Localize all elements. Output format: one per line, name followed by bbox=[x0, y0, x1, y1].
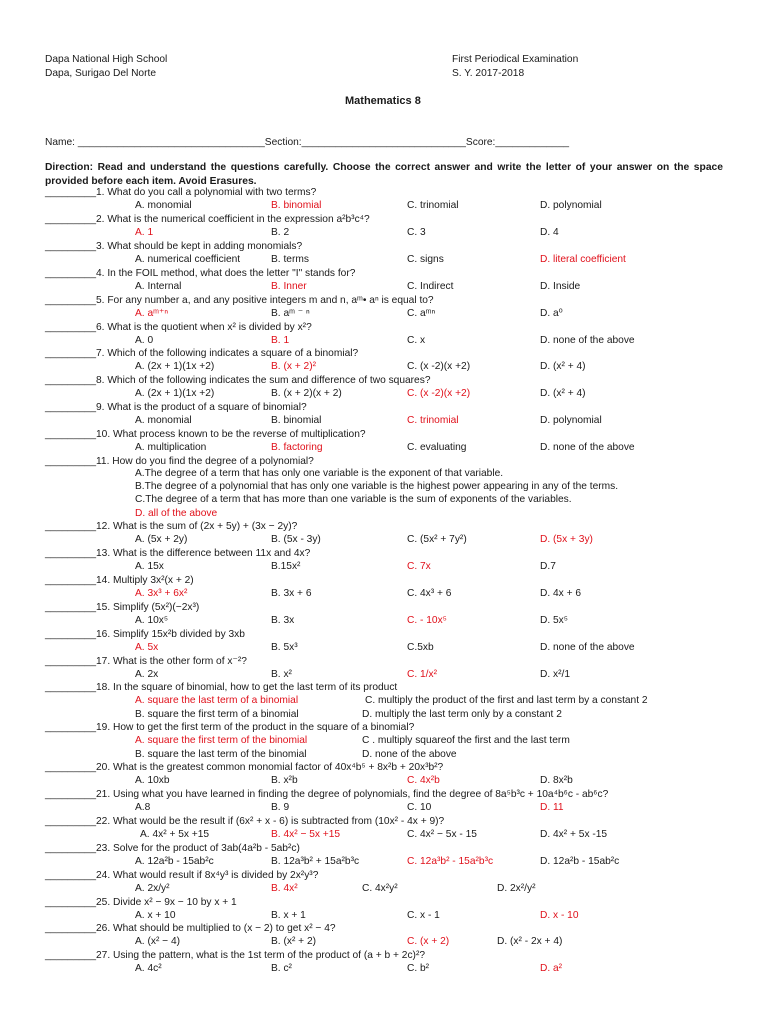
exam-title: First Periodical Examination bbox=[452, 54, 579, 65]
q7-option-d: D. (x² + 4) bbox=[540, 361, 586, 373]
q27-option-d: D. a² bbox=[540, 963, 563, 975]
q24-option-d: D. 2x²/y² bbox=[497, 882, 536, 894]
q22-option-c: C. 4x² − 5x - 15 bbox=[407, 828, 477, 840]
q1-option-c: C. trinomial bbox=[407, 200, 459, 211]
question-11: _________11. How do you find the degree of a polynomial? bbox=[45, 456, 314, 467]
q7-option-a: A. (2x + 1)(1x +2) bbox=[135, 361, 215, 373]
q4-option-d: D. Inside bbox=[540, 280, 581, 292]
q17-option-a: A. 2x bbox=[135, 668, 159, 680]
q6-option-d: D. none of the above bbox=[540, 334, 635, 346]
q12-option-d: D. (5x + 3y) bbox=[540, 534, 593, 545]
q13-option-b: B.15x² bbox=[271, 560, 301, 572]
question-12: _________12. What is the sum of (2x + 5y) + (3x − 2y)? bbox=[45, 521, 298, 532]
q10-option-a: A. multiplication bbox=[135, 442, 207, 454]
q20-option-d: D. 8x²b bbox=[540, 775, 573, 786]
q21-option-a: A.8 bbox=[135, 801, 151, 813]
question-16: _________16. Simplify 15x²b divided by 3xb bbox=[45, 628, 245, 640]
q20-option-b: B. x²b bbox=[271, 775, 298, 786]
q11-option-d: D. all of the above bbox=[135, 508, 218, 519]
q12-option-a: A. (5x + 2y) bbox=[135, 534, 188, 545]
q11-option-b: B.The degree of a polynomial that has only one variable is the highest power appearing in any of the terms. bbox=[135, 481, 619, 492]
question-25: _________25. Divide x² − 9x − 10 by x + 1 bbox=[45, 896, 237, 908]
q6-option-c: C. x bbox=[407, 334, 426, 346]
subject-title: Mathematics 8 bbox=[345, 95, 421, 107]
question-26: _________26. What should be multiplied to (x − 2) to get x² − 4? bbox=[45, 923, 336, 935]
q9-option-a: A. monomial bbox=[135, 415, 192, 427]
q12-option-c: C. (5x² + 7y²) bbox=[407, 534, 467, 545]
q3-option-d: D. literal coefficient bbox=[540, 253, 626, 265]
q16-option-b: B. 5x³ bbox=[271, 641, 298, 653]
school-location: Dapa, Surigao Del Norte bbox=[45, 68, 156, 79]
q4-option-b: B. Inner bbox=[271, 280, 307, 292]
question-10: _________10. What process known to be the reverse of multiplication? bbox=[45, 429, 366, 441]
q25-option-b: B. x + 1 bbox=[271, 909, 306, 921]
q5-option-d: D. a⁰ bbox=[540, 307, 563, 319]
q6-option-a: A. 0 bbox=[135, 334, 154, 346]
question-1: _________1. What do you call a polynomial with two terms? bbox=[45, 187, 317, 198]
q16-option-c: C.5xb bbox=[407, 641, 434, 653]
q8-option-d: D. (x² + 4) bbox=[540, 388, 586, 400]
q2-option-b: B. 2 bbox=[271, 226, 290, 238]
q15-option-d: D. 5x⁵ bbox=[540, 614, 569, 626]
q3-option-a: A. numerical coefficient bbox=[135, 253, 241, 265]
question-9: _________9. What is the product of a square of binomial? bbox=[45, 402, 307, 414]
q5-option-b: B. aᵐ ⁻ ⁿ bbox=[271, 307, 310, 319]
q24-option-c: C. 4x²y² bbox=[362, 882, 398, 894]
q23-option-a: A. 12a²b - 15ab²c bbox=[135, 855, 214, 867]
directions: Direction: Read and understand the questions carefully. Choose the correct answer and write the letter of your answer on the space provided before each item. Avoid Erasures. bbox=[45, 162, 723, 187]
q25-option-c: C. x - 1 bbox=[407, 909, 440, 921]
q13-option-d: D.7 bbox=[540, 560, 556, 572]
q8-option-c: C. (x -2)(x +2) bbox=[407, 388, 471, 400]
q24-option-b: B. 4x² bbox=[271, 882, 298, 894]
q11-option-a: A.The degree of a term that has only one variable is the exponent of that variable. bbox=[135, 468, 504, 479]
q5-option-a: A. aᵐ⁺ⁿ bbox=[135, 307, 169, 319]
name-section-score-line: Name: _________________________________Section:_____________________________Score:_____________ bbox=[45, 137, 570, 148]
question-15: _________15. Simplify (5x²)(−2x³) bbox=[45, 601, 200, 613]
q18-option-d: D. multiply the last term only by a constant 2 bbox=[362, 709, 562, 720]
q17-option-d: D. x²/1 bbox=[540, 668, 571, 680]
q14-option-b: B. 3x + 6 bbox=[271, 587, 312, 599]
q19-option-c: C . multiply squareof the first and the last term bbox=[362, 735, 570, 746]
q6-option-b: B. 1 bbox=[271, 334, 290, 346]
q15-option-a: A. 10x⁵ bbox=[135, 614, 169, 626]
q21-option-d: D. 11 bbox=[540, 801, 564, 813]
q20-option-a: A. 10xb bbox=[135, 775, 170, 786]
question-7: _________7. Which of the following indicates a square of a binomial? bbox=[45, 348, 359, 360]
question-18: _________18. In the square of binomial, how to get the last term of its product bbox=[45, 682, 398, 693]
q22-option-b: B. 4x² − 5x +15 bbox=[271, 828, 341, 840]
question-23: _________23. Solve for the product of 3ab(4a²b - 5ab²c) bbox=[45, 842, 300, 854]
q21-option-b: B. 9 bbox=[271, 801, 290, 813]
q14-option-c: C. 4x³ + 6 bbox=[407, 587, 452, 599]
q18-option-b: B. square the first term of a binomial bbox=[135, 709, 299, 720]
q2-option-d: D. 4 bbox=[540, 226, 559, 238]
q3-option-b: B. terms bbox=[271, 253, 309, 265]
question-14: _________14. Multiply 3x²(x + 2) bbox=[45, 574, 194, 586]
q11-option-c: C.The degree of a term that has more than one variable is the sum of exponents of the variables. bbox=[135, 494, 572, 505]
q26-option-d: D. (x² - 2x + 4) bbox=[497, 936, 563, 948]
q19-option-b: B. square the last term of the binomial bbox=[135, 749, 307, 760]
q14-option-d: D. 4x + 6 bbox=[540, 587, 582, 599]
school-name: Dapa National High School bbox=[45, 54, 168, 65]
q18-option-a: A. square the last term of a binomial bbox=[135, 695, 299, 706]
question-8: _________8. Which of the following indicates the sum and difference of two squares? bbox=[45, 375, 431, 387]
q26-option-a: A. (x² − 4) bbox=[135, 936, 181, 948]
q26-option-b: B. (x² + 2) bbox=[271, 936, 317, 948]
q19-option-a: A. square the first term of the binomial bbox=[135, 735, 308, 746]
question-22: _________22. What would be the result if (6x² + x - 6) is subtracted from (10x² - 4x + 9)? bbox=[45, 815, 445, 827]
q4-option-a: A. Internal bbox=[135, 280, 182, 292]
q9-option-b: B. binomial bbox=[271, 415, 322, 427]
q22-option-a: A. 4x² + 5x +15 bbox=[140, 828, 210, 840]
q18-option-c: C. multiply the product of the first and last term by a constant 2 bbox=[365, 695, 648, 706]
q9-option-d: D. polynomial bbox=[540, 415, 602, 427]
q20-option-c: C. 4x²b bbox=[407, 775, 440, 786]
question-4: _________4. In the FOIL method, what does the letter "I" stands for? bbox=[45, 267, 356, 279]
q1-option-d: D. polynomial bbox=[540, 200, 602, 211]
question-6: _________6. What is the quotient when x² is divided by x²? bbox=[45, 321, 312, 333]
q15-option-c: C. - 10x⁵ bbox=[407, 614, 447, 626]
q13-option-c: C. 7x bbox=[407, 560, 431, 572]
q10-option-b: B. factoring bbox=[271, 442, 323, 454]
q14-option-a: A. 3x³ + 6x² bbox=[135, 587, 188, 599]
q24-option-a: A. 2x/y² bbox=[135, 882, 170, 894]
q7-option-b: B. (x + 2)² bbox=[271, 361, 317, 373]
q27-option-a: A. 4c² bbox=[135, 963, 162, 975]
q8-option-b: B. (x + 2)(x + 2) bbox=[271, 388, 342, 400]
q9-option-c: C. trinomial bbox=[407, 415, 459, 427]
question-5: _________5. For any number a, and any positive integers m and n, aᵐ• aⁿ is equal to? bbox=[45, 294, 434, 306]
q25-option-d: D. x - 10 bbox=[540, 909, 579, 921]
q26-option-c: C. (x + 2) bbox=[407, 936, 450, 948]
q23-option-d: D. 12a²b - 15ab²c bbox=[540, 855, 620, 867]
school-year: S. Y. 2017-2018 bbox=[452, 68, 525, 79]
question-2: _________2. What is the numerical coefficient in the expression a²b³c⁴? bbox=[45, 213, 370, 225]
q27-option-b: B. c² bbox=[271, 963, 292, 975]
q2-option-c: C. 3 bbox=[407, 226, 426, 238]
q27-option-c: C. b² bbox=[407, 963, 430, 975]
q8-option-a: A. (2x + 1)(1x +2) bbox=[135, 388, 215, 400]
question-27: _________27. Using the pattern, what is the 1st term of the product of (a + b + 2c)²? bbox=[45, 950, 425, 962]
q2-option-a: A. 1 bbox=[135, 226, 154, 238]
q5-option-c: C. aᵐⁿ bbox=[407, 307, 436, 319]
q17-option-c: C. 1/x² bbox=[407, 668, 438, 680]
question-13: _________13. What is the difference between 11x and 4x? bbox=[45, 547, 311, 559]
q23-option-c: C. 12a³b² - 15a²b³c bbox=[407, 855, 494, 867]
q19-option-d: D. none of the above bbox=[362, 749, 457, 760]
question-21: _________21. Using what you have learned in finding the degree of polynomials, find the degree of 8a⁵b³c + 10a⁴b⁶c - ab⁶c? bbox=[45, 788, 609, 800]
question-19: _________19. How to get the first term of the product in the square of a binomial? bbox=[45, 722, 415, 733]
q7-option-c: C. (x -2)(x +2) bbox=[407, 361, 471, 373]
q10-option-c: C. evaluating bbox=[407, 442, 467, 454]
question-3: _________3. What should be kept in adding monomials? bbox=[45, 240, 303, 252]
q1-option-a: A. monomial bbox=[135, 200, 192, 211]
q16-option-a: A. 5x bbox=[135, 641, 159, 653]
q25-option-a: A. x + 10 bbox=[135, 909, 176, 921]
q22-option-d: D. 4x² + 5x -15 bbox=[540, 828, 608, 840]
q21-option-c: C. 10 bbox=[407, 801, 432, 813]
question-24: _________24. What would result if 8x⁴y³ is divided by 2x²y³? bbox=[45, 869, 319, 881]
q16-option-d: D. none of the above bbox=[540, 641, 635, 653]
q15-option-b: B. 3x bbox=[271, 614, 295, 626]
question-17: _________17. What is the other form of x⁻²? bbox=[45, 655, 247, 667]
q10-option-d: D. none of the above bbox=[540, 442, 635, 454]
q13-option-a: A. 15x bbox=[135, 560, 164, 572]
q17-option-b: B. x² bbox=[271, 668, 292, 680]
q23-option-b: B. 12a³b² + 15a²b³c bbox=[271, 855, 360, 867]
q1-option-b: B. binomial bbox=[271, 200, 322, 211]
question-20: _________20. What is the greatest common monomial factor of 40x⁴b⁵ + 8x²b + 20x³b²? bbox=[45, 762, 444, 773]
q12-option-b: B. (5x - 3y) bbox=[271, 534, 321, 545]
q4-option-c: C. Indirect bbox=[407, 280, 454, 292]
q3-option-c: C. signs bbox=[407, 253, 444, 265]
